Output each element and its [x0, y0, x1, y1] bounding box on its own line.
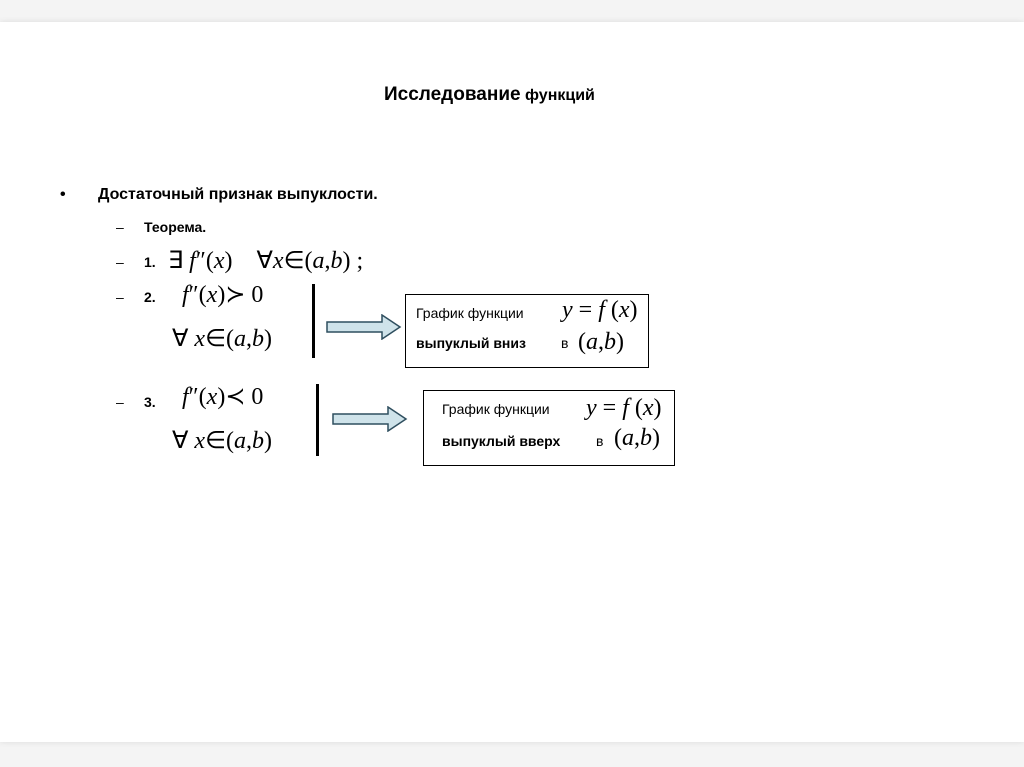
arrow-right-icon	[332, 406, 408, 432]
box-2-interval: (a,b)	[614, 425, 660, 451]
box-1-line-1: График функции	[416, 305, 524, 321]
item-theorem: Теорема.	[144, 219, 207, 235]
box-1-line-2: выпуклый вниз	[416, 335, 526, 351]
item-2-number: 2.	[144, 289, 156, 305]
formula-2-domain: ∀ x∈(a,b)	[172, 326, 272, 352]
box-2-function: y = f (x)	[586, 395, 662, 421]
dash-3: –	[116, 289, 124, 305]
title-part-1: Исследование	[384, 84, 521, 105]
formula-3-condition: f″(x)≺ 0	[182, 384, 264, 410]
box-2-prep: в	[596, 433, 604, 449]
arrow-right-icon	[326, 314, 402, 340]
box-1-prep: в	[561, 335, 569, 351]
formula-1: ∃ f″(x) ∀x∈(a,b) ;	[168, 248, 364, 274]
formula-2-condition: f″(x)≻ 0	[182, 282, 264, 308]
slide	[0, 22, 1024, 742]
result-box-convex-up	[423, 390, 675, 466]
brace-bar-3	[316, 384, 319, 456]
bullet-symbol: •	[60, 186, 66, 203]
dash-1: –	[116, 219, 124, 235]
item-3-number: 3.	[144, 394, 156, 410]
dash-2: –	[116, 254, 124, 270]
box-2-line-2: выпуклый вверх	[442, 433, 561, 449]
page-title	[384, 84, 595, 106]
brace-bar-2	[312, 284, 315, 358]
result-box-convex-down	[405, 294, 649, 368]
box-2-line-1: График функции	[442, 401, 550, 417]
formula-3-domain: ∀ x∈(a,b)	[172, 428, 272, 454]
bullet-heading: Достаточный признак выпуклости.	[98, 186, 378, 203]
box-1-function: y = f (x)	[562, 297, 638, 323]
dash-4: –	[116, 394, 124, 410]
box-1-interval: (a,b)	[578, 329, 624, 355]
item-1-number: 1.	[144, 254, 156, 270]
title-part-2: функций	[525, 87, 595, 104]
